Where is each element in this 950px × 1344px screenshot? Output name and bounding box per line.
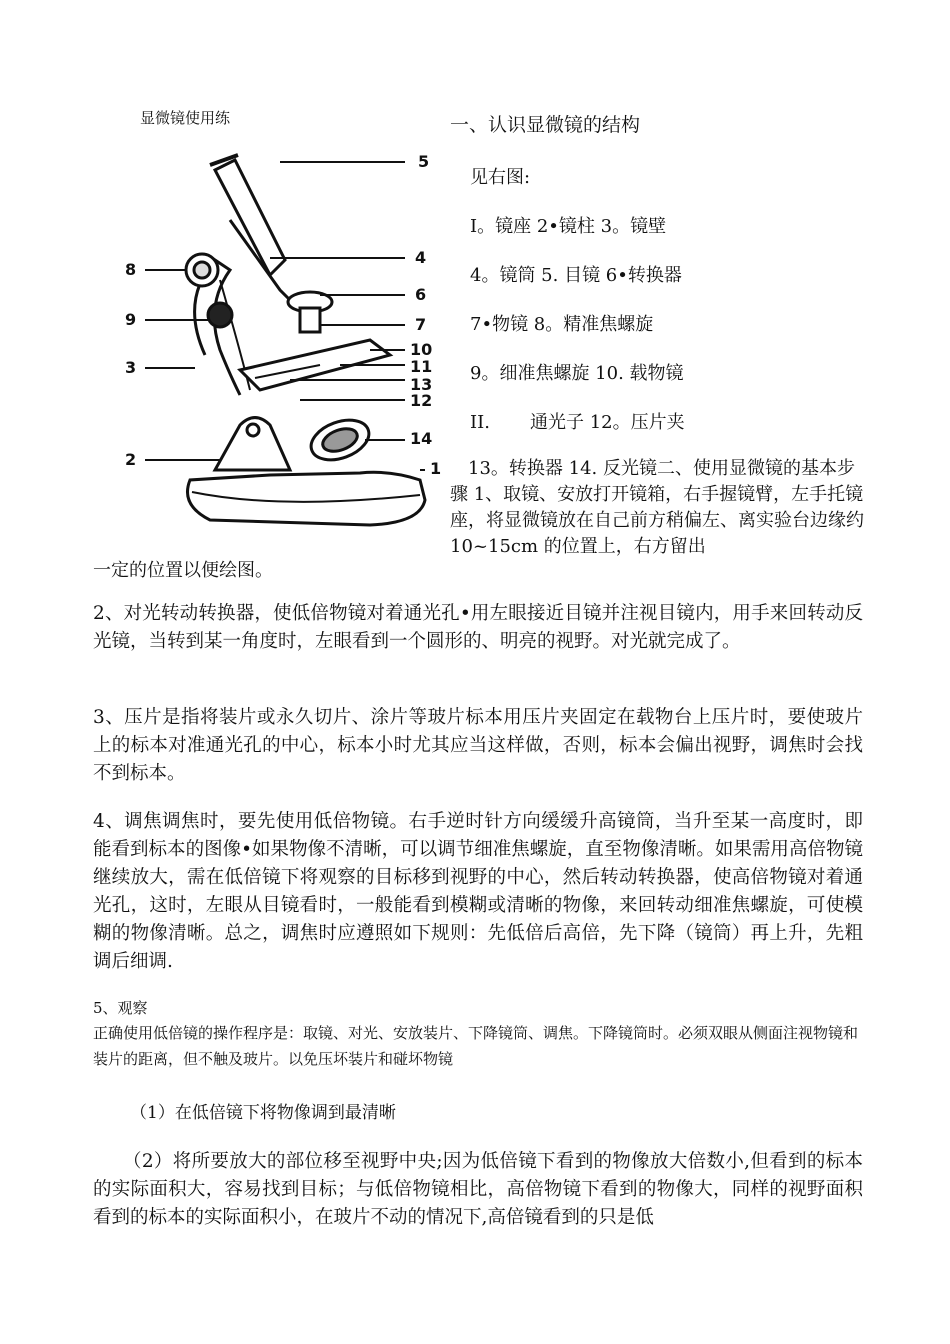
step4-paragraph: 4、调焦调焦时，要先使用低倍物镜。右手逆时针方向缓缓升高镜筒，当升至某一高度时，即能看到标本的图像•如果物像不清晰，可以调节细准焦螺旋，直至物像清晰。如果需用高倍物镜继续放大，需在低倍镜下将观察的目标移到视野的中心，然后转动转换器，使高倍物镜对着通光孔，这时，左眼从目镜看时，一般能看到模糊或清晰的物像，来回转动细准焦螺旋，可使模糊的物像清晰。总之，调焦时应遵照如下规则：先低倍后高倍，先下降（镜筒）再上升，先粗调后细调. xyxy=(93,811,863,972)
parts-line-1: I。镜座 2•镜柱 3。镜壁 xyxy=(470,216,667,237)
step5-title: 5、观察 xyxy=(93,999,148,1017)
parts-line-5: II. 通光子 12。压片夹 xyxy=(470,412,685,433)
parts-line-4: 9。细准焦螺旋 10. 载物镜 xyxy=(470,363,684,384)
label-6: 6 xyxy=(415,285,427,304)
step1-tail: 一定的位置以便绘图。 xyxy=(93,560,273,581)
label-9: 9 xyxy=(125,310,137,329)
label-2: 2 xyxy=(125,450,137,469)
label-14: 14 xyxy=(410,429,433,448)
header-cut: 显微镜使用练 xyxy=(140,110,231,126)
label-7: 7 xyxy=(415,315,427,334)
see-right-text: 见右图: xyxy=(470,167,531,188)
label-5: 5 xyxy=(418,152,430,171)
parts-line-3: 7•物镜 8。精准焦螺旋 xyxy=(470,314,654,335)
step3-paragraph: 3、压片是指将装片或永久切片、涂片等玻片标本用压片夹固定在载物台上压片时，要使玻片上的标本对准通光孔的中心，标本小时尤其应当这样做，否则，标本会偏出视野，调焦时会找不到标本。 xyxy=(93,707,863,784)
label-13: 13 xyxy=(410,375,433,394)
label-12: 12 xyxy=(410,391,433,410)
step5-body: 正确使用低倍镜的操作程序是：取镜、对光、安放装片、下降镜筒、调焦。下降镜筒时。必须双眼从侧面注视物镜和装片的距离，但不触及玻片。以免压坏装片和碰坏物镜 xyxy=(93,1024,859,1068)
parts-line-2: 4。镜筒 5. 目镜 6•转换器 xyxy=(470,265,682,286)
step1-lead: 13。转换器 14. 反光镜二、使用显微镜的基本步骤 1、取镜、安放打开镜箱，右手握镜臂，左手托镜座，将显微镜放在自己前方稍偏左、离实验台边缘约 10~15cm 的位置上，右方留出 xyxy=(450,458,864,557)
label-8: 8 xyxy=(125,260,137,279)
sub-step-2: （2）将所要放大的部位移至视野中央;因为低倍镜下看到的物像放大倍数小,但看到的标本的实际面积大，容易找到目标；与低倍物镜相比，高倍物镜下看到的物像大，同样的视野面积看到的标本的实际面积小，在玻片不动的情况下,高倍镜看到的只是低 xyxy=(93,1151,863,1228)
section1-title: 一、认识显微镜的结构 xyxy=(450,114,641,136)
microscope-figure xyxy=(120,140,450,530)
label-4: 4 xyxy=(415,248,427,267)
label-1: 1 xyxy=(430,459,442,478)
sub-step-1: （1）在低倍镜下将物像调到最清晰 xyxy=(130,1103,396,1123)
label-11: 11 xyxy=(410,357,433,376)
step2-paragraph: 2、对光转动转换器，使低倍物镜对着通光孔•用左眼接近目镜并注视目镜内，用手来回转动反光镜，当转到某一角度时，左眼看到一个圆形的、明亮的视野。对光就完成了。 xyxy=(93,603,863,652)
label-3: 3 xyxy=(125,358,137,377)
label-10: 10 xyxy=(410,340,433,359)
